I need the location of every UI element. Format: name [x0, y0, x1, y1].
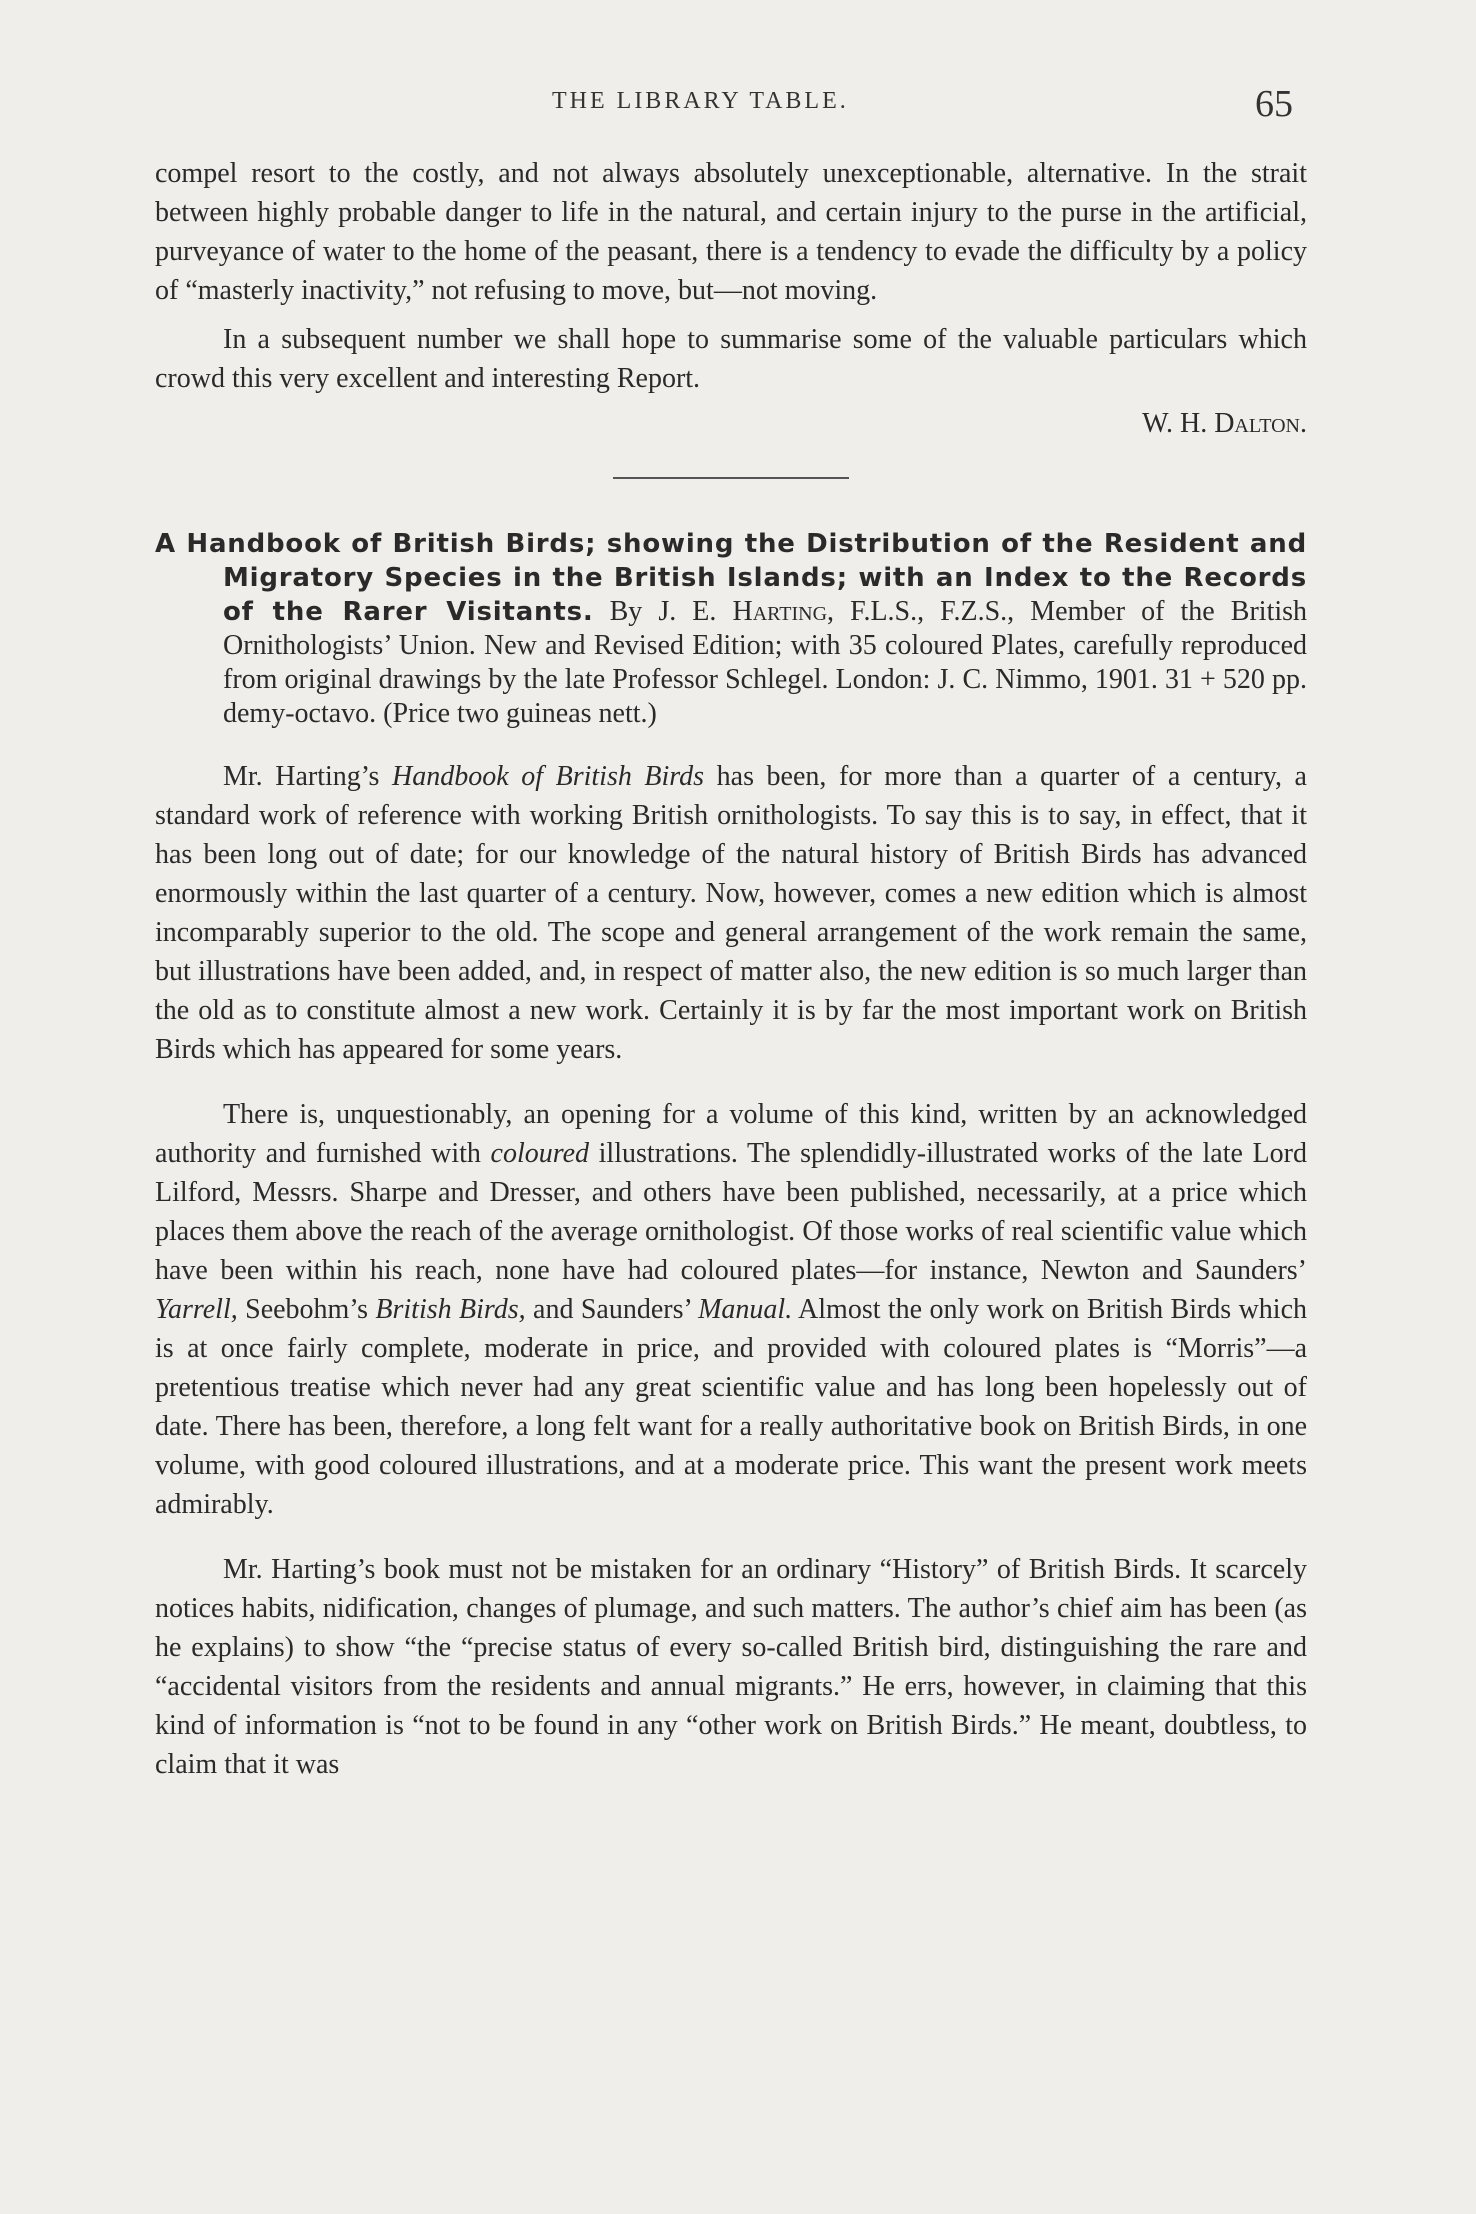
running-title: THE LIBRARY TABLE. — [552, 88, 849, 114]
paragraph-not-a-history: Mr. Harting’s book must not be mistaken for an ordinary “History” of British Birds. It scarcely notices habits, nidification, changes of plumage, and such matters. The author’s chief aim has been (as he explains) to show “the “precise status of every so-called British bird, distinguishing the rare and “accidental visitors from the residents and annual migrants.” He errs, however, in claiming that this kind of information is “not to be found in any “other work on British Birds.” He meant, doubtless, to claim that it was — [155, 1554, 1307, 1780]
section-divider — [613, 477, 849, 479]
book-title: A Handbook of British Birds; showing the Distribution of the Resident and Migratory Species in the British Islands; with an Index to the Records of the Rarer Visitants. — [155, 529, 1307, 627]
p4-text-g: and Saunders’ — [525, 1294, 699, 1325]
paragraph-report-summary: In a subsequent number we shall hope to summarise some of the valuable particulars which crowd this very excellent and interesting Report. — [155, 324, 1307, 394]
paragraph-continuation: compel resort to the costly, and not always absolutely unexceptionable, alternative. In the strait between highly probable danger to life in the natural, and certain injury to the purse in the artificial, purveyance of water to the home of the peasant, there is a tendency to evade the difficulty by a policy of “masterly inactivity,” not refusing to move, but—not moving. — [155, 158, 1307, 306]
p3-text-a: Mr. Harting’s — [223, 761, 393, 792]
book-review-heading — [155, 527, 1307, 731]
signature-initials: W. H. — [1142, 408, 1208, 439]
p4-title-british-birds: British Birds, — [375, 1294, 526, 1325]
p4-text-i: Almost the only work on British Birds which is at once fairly complete, moderate in price, and provided with coloured plates is “Morris”—a pretentious treatise which never had any great scientific value and has long been hopelessly out of date. There has been, therefore, a long felt want for a really authoritative book on British Birds, in one volume, with good coloured illustrations, and at a moderate price. This want the present work meets admirably. — [155, 1294, 1307, 1520]
book-author: Harting, — [732, 596, 835, 627]
p4-title-yarrell: Yarrell, — [155, 1294, 238, 1325]
book-by: By J. E. — [609, 596, 717, 627]
signature-surname: Dalton. — [1214, 408, 1307, 439]
page-body — [155, 154, 1307, 1784]
book-details: F.L.S., F.Z.S., Member of the British Ornithologists’ Union. New and Revised Edition; with 35 coloured Plates, carefully reproduced from original drawings by the late Professor Schlegel. London: J. C. Nimmo, 1901. 31 + 520 pp. demy-octavo. (Price two guineas nett.) — [223, 596, 1308, 729]
p4-text-c: illustrations. The splendidly-illustrated works of the late Lord Lilford, Messrs. Sharpe and Dresser, and others have been published, necessarily, at a price which places them above the reach of the average ornithologist. Of those works of real scientific value which have been within his reach, none have had coloured plates—for instance, Newton and Saunders’ — [155, 1138, 1307, 1286]
paragraph-coloured-illustrations — [155, 1095, 1307, 1524]
p3-text-c: has been, for more than a quarter of a century, a standard work of reference with working British ornithologists. To say this is to say, in effect, that it has been long out of date; for our knowledge of the natural history of British Birds has advanced enormously within the last quarter of a century. Now, however, comes a new edition which is almost incomparably superior to the old. The scope and general arrangement of the work remain the same, but illustrations have been added, and, in respect of matter also, the new edition is so much larger than the old as to constitute almost a new work. Certainly it is by far the most important work on British Birds which has appeared for some years. — [155, 761, 1307, 1065]
p4-text-a: There is, unquestionably, an opening for a volume of this kind, written by an acknowledged authority and furnished with — [155, 1099, 1307, 1169]
p3-book-title: Handbook of British Birds — [392, 761, 705, 792]
p4-text-e: Seebohm’s — [237, 1294, 376, 1325]
p4-title-manual: Manual. — [698, 1294, 793, 1325]
paragraph-review-intro — [155, 757, 1307, 1069]
running-head — [0, 83, 1476, 128]
p4-emphasis-coloured: coloured — [490, 1138, 590, 1169]
page-number: 65 — [1255, 83, 1293, 125]
signature — [155, 404, 1307, 443]
